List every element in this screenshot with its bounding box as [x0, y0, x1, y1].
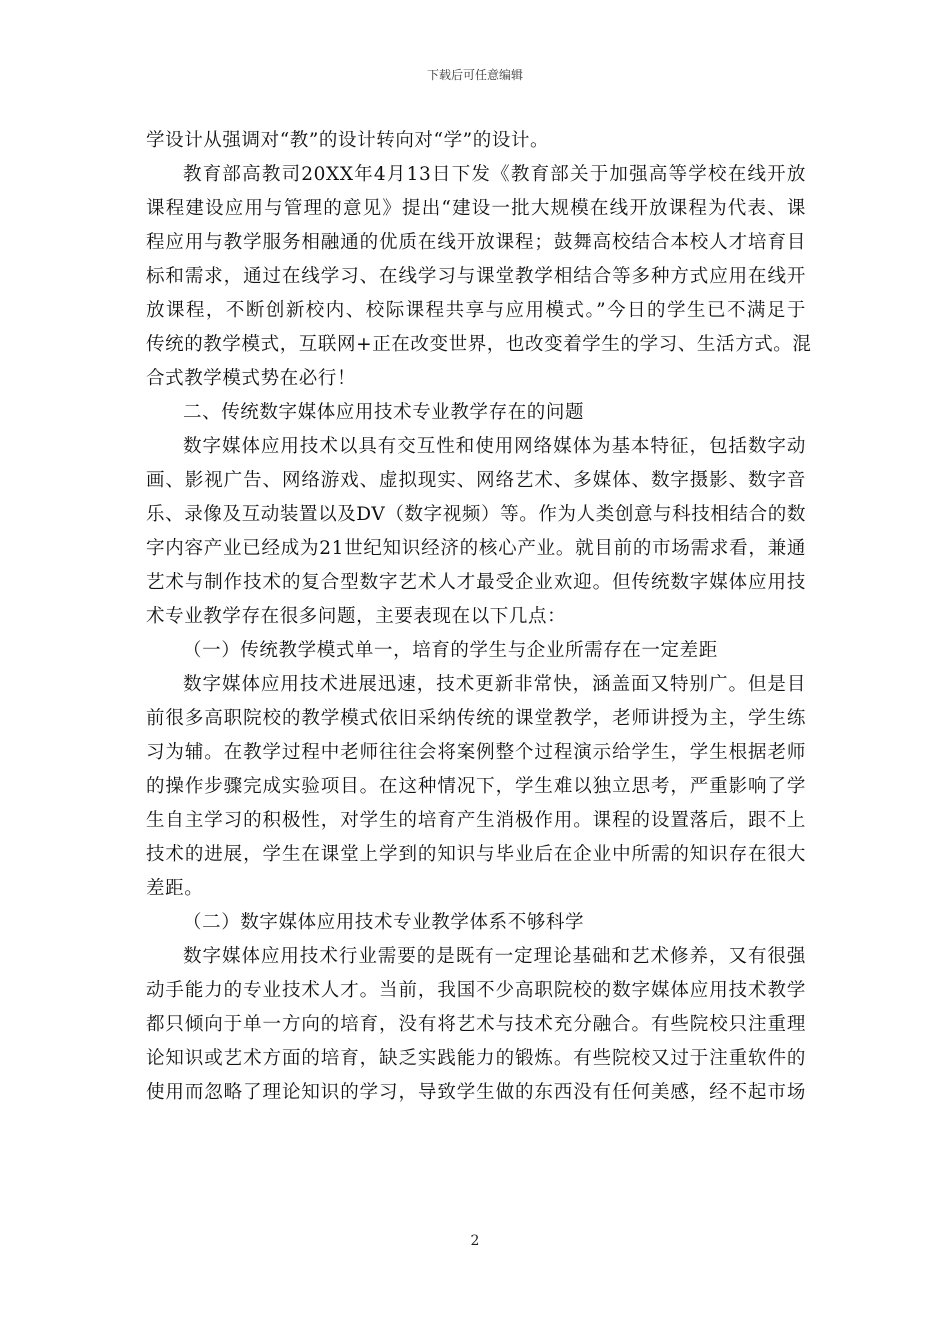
text-line: 合式教学模式势在必行！	[146, 368, 357, 389]
text-line: 传统的教学模式，互联网+正在改变世界，也改变着学生的学习、生活方式。混	[146, 334, 812, 355]
text-line: 教育部高教司20XX年4月13日下发《教育部关于加强高等学校在线开放	[183, 164, 806, 185]
text-line: 艺术与制作技术的复合型数字艺术人才最受企业欢迎。但传统数字媒体应用技	[146, 572, 806, 593]
text-line: （二）数字媒体应用技术专业教学体系不够科学	[183, 912, 585, 933]
text-line: 放课程，不断创新校内、校际课程共享与应用模式。”今日的学生已不满足于	[146, 300, 806, 321]
text-line: 课程建设应用与管理的意见》提出“建设一批大规模在线开放课程为代表、课	[146, 198, 806, 219]
text-line: 乐、录像及互动装置以及DV（数字视频）等。作为人类创意与科技相结合的数	[146, 504, 806, 525]
text-line: 术专业教学存在很多问题，主要表现在以下几点：	[146, 606, 567, 627]
page-header: 下载后可任意编辑	[426, 68, 523, 82]
document-body	[146, 124, 812, 1110]
text-line: 程应用与教学服务相融通的优质在线开放课程；鼓舞高校结合本校人才培育目	[146, 232, 806, 253]
text-line: 字内容产业已经成为21世纪知识经济的核心产业。就目前的市场需求看，兼通	[146, 538, 806, 559]
text-line: 动手能力的专业技术人才。当前，我国不少高职院校的数字媒体应用技术教学	[146, 980, 806, 1001]
text-line: 使用而忽略了理论知识的学习，导致学生做的东西没有任何美感，经不起市场	[146, 1082, 806, 1103]
text-line: 数字媒体应用技术行业需要的是既有一定理论基础和艺术修养，又有很强	[183, 946, 806, 967]
text-line: 二、传统数字媒体应用技术专业教学存在的问题	[183, 402, 585, 423]
text-line: 的操作步骤完成实验项目。在这种情况下，学生难以独立思考，严重影响了学	[146, 776, 806, 797]
text-line: 生自主学习的积极性，对学生的培育产生消极作用。课程的设置落后，跟不上	[146, 810, 806, 831]
page-number: 2	[470, 1233, 480, 1249]
text-line: 习为辅。在教学过程中老师往往会将案例整个过程演示给学生，学生根据老师	[146, 742, 806, 763]
text-line: 论知识或艺术方面的培育，缺乏实践能力的锻炼。有些院校又过于注重软件的	[146, 1048, 806, 1069]
text-line: 数字媒体应用技术以具有交互性和使用网络媒体为基本特征，包括数字动	[183, 436, 806, 457]
text-line: 画、影视广告、网络游戏、虚拟现实、网络艺术、多媒体、数字摄影、数字音	[146, 470, 806, 491]
text-line: 前很多高职院校的教学模式依旧采纳传统的课堂教学，老师讲授为主，学生练	[146, 708, 806, 729]
text-line: 标和需求，通过在线学习、在线学习与课堂教学相结合等多种方式应用在线开	[146, 266, 806, 287]
text-line: 都只倾向于单一方向的培育，没有将艺术与技术充分融合。有些院校只注重理	[146, 1014, 806, 1035]
text-line: （一）传统教学模式单一，培育的学生与企业所需存在一定差距	[183, 640, 718, 661]
text-line: 技术的进展，学生在课堂上学到的知识与毕业后在企业中所需的知识存在很大	[146, 844, 806, 865]
text-line: 差距。	[146, 878, 204, 899]
text-line: 学设计从强调对“教”的设计转向对“学”的设计。	[146, 130, 550, 151]
text-line: 数字媒体应用技术进展迅速，技术更新非常快，涵盖面又特别广。但是目	[183, 674, 806, 695]
